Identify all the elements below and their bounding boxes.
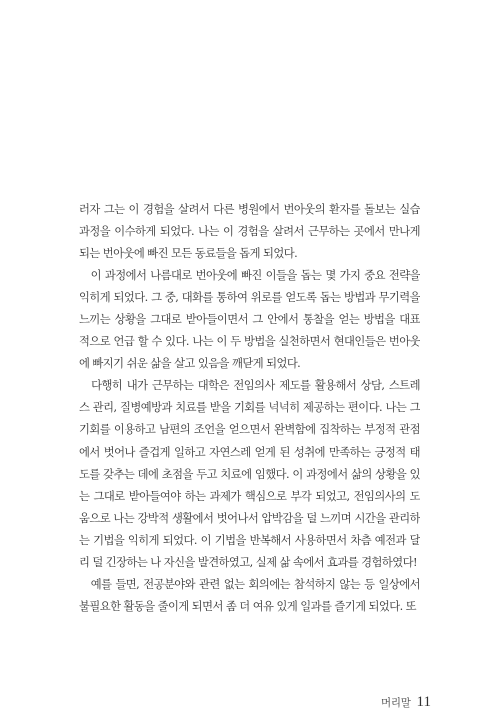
- text-line: 스 관리, 질병예방과 치료를 받을 기회를 넉넉히 제공하는 편이다. 나는 그: [79, 401, 420, 415]
- text-line: 익히게 되었다. 그 중, 대화를 통하여 위로를 얻도록 돕는 방법과 무기력을: [79, 291, 420, 305]
- paragraph: [79, 574, 420, 618]
- paragraph: [79, 199, 420, 265]
- text-line: 불필요한 활동을 줄이게 되면서 좀 더 여유 있게 일과를 즐기게 되었다. 또: [79, 599, 417, 613]
- text-line: 느끼는 상황을 그대로 받아들이면서 그 안에서 통찰을 얻는 방법을 대표: [79, 313, 420, 327]
- text-line: 다행히 내가 근무하는 대학은 전임의사 제도를 활용해서 상담, 스트레: [79, 379, 420, 393]
- text-line: 기회를 이용하고 남편의 조언을 얻으면서 완벽함에 집착하는 부정적 관점: [79, 423, 420, 437]
- page-footer: [381, 694, 431, 711]
- text-line: 에 빠지기 쉬운 삶을 살고 있음을 깨닫게 되었다.: [79, 357, 301, 371]
- text-line: 되는 번아웃에 빠진 모든 동료들을 돕게 되었다.: [79, 247, 298, 261]
- text-line: 는 기법을 익히게 되었다. 이 기법을 반복해서 사용하면서 차츰 예전과 달: [79, 533, 420, 547]
- text-line: 리 덜 긴장하는 나 자신을 발견하였고, 실제 삶 속에서 효과를 경험하였다!: [79, 555, 417, 569]
- text-line: 러자 그는 이 경험을 살려서 다른 병원에서 번아웃의 환자를 돌보는 실습: [79, 203, 420, 216]
- page-number: 11: [416, 694, 431, 710]
- paragraph: [79, 375, 420, 573]
- text-line: 는 그대로 받아들여야 하는 과제가 핵심으로 부각 되었고, 전임의사의 도: [79, 489, 420, 503]
- text-line: 움으로 나는 강박적 생활에서 벗어나서 압박감을 덜 느끼며 시간을 관리하: [79, 511, 420, 525]
- text-line: 에서 벗어나 즐겁게 일하고 자연스레 얻게 된 성취에 만족하는 긍정적 태: [79, 445, 420, 459]
- text-line: 이 과정에서 나름대로 번아웃에 빠진 이들을 돕는 몇 가지 중요 전략을: [79, 269, 420, 283]
- text-line: 도를 갖추는 데에 초점을 두고 치료에 임했다. 이 과정에서 삶의 상황을 있: [79, 467, 420, 481]
- paragraph: [79, 265, 420, 375]
- running-footer-section-title: 머리말: [381, 697, 411, 709]
- body-text: [79, 199, 420, 618]
- text-line: 예를 들면, 전공분야와 관련 없는 회의에는 참석하지 않는 등 일상에서: [79, 577, 420, 591]
- text-line: 과정을 이수하게 되었다. 나는 이 경험을 살려서 근무하는 곳에서 만나게: [79, 225, 420, 239]
- text-line: 적으로 언급 할 수 있다. 나는 이 두 방법을 실천하면서 현대인들은 번아웃: [79, 335, 420, 349]
